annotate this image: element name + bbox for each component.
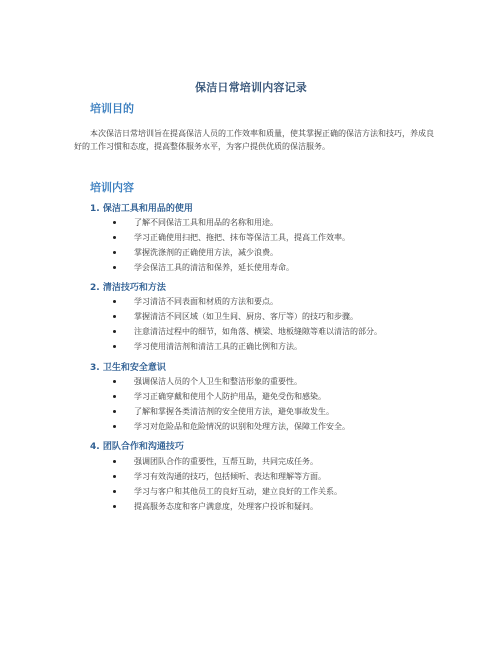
bullet-icon — [113, 460, 116, 463]
bullet-icon — [113, 266, 116, 269]
purpose-paragraph: 本次保洁日常培训旨在提高保洁人员的工作效率和质量，使其掌握正确的保洁方法和技巧，养成良好的工作习惯和态度，提高整体服务水平，为客户提供优质的保洁服务。 — [74, 129, 434, 152]
bullet-icon — [113, 410, 116, 413]
bullet-icon — [113, 236, 116, 239]
bullet-icon — [113, 425, 116, 428]
section-heading-tools: 1. 保洁工具和用品的使用 — [90, 204, 193, 214]
bullet-icon — [113, 251, 116, 254]
bullet-icon — [113, 505, 116, 508]
bullet-icon — [113, 330, 116, 333]
section-heading-techniques: 2. 清洁技巧和方法 — [90, 283, 166, 293]
bullet-icon — [113, 380, 116, 383]
bullet-icon — [113, 315, 116, 318]
section-heading-safety: 3. 卫生和安全意识 — [90, 363, 166, 373]
page-title: 保洁日常培训内容记录 — [195, 81, 307, 94]
heading-content: 培训内容 — [90, 181, 134, 194]
bullet-icon — [113, 490, 116, 493]
bullet-icon — [113, 300, 116, 303]
bullet-icon — [113, 475, 116, 478]
bullet-icon — [113, 221, 116, 224]
document-page: 保洁日常培训内容记录 培训目的 本次保洁日常培训旨在提高保洁人员的工作效率和质量，使其掌握正确的保洁方法和技巧，养成良好的工作习惯和态度，提高整体服务水平，为客户提供优质的保洁服务。 培训内容 1. 保洁工具和用品的使用 了解不同保洁工具和用品的名称和用途。 学习正确使用扫把、拖把、抹布等保洁工具，提高工作效率。 掌握洗涤剂的正确使用方法，减少浪费。 学会保洁工具的清洁和保养，延长使用寿命。 2. 清洁技巧和方法 学习清洁不同表面和材质的方法和要点。 掌握清洁不同区域（如卫生间、厨房、客厅等）的技巧和步骤。 注意清洁过程中的细节，如角落、横梁、地板缝隙等难以清洁的部分。 学习使用清洁剂和清洁工具的正确比例和方法。 3. 卫生和安全意识 强调保洁人员的个人卫生和整洁形象的重要性。 学习正确穿戴和使用个人防护用品，避免受伤和感染。 了解和掌握各类清洁剂的安全使用方法，避免事故发生。 学习对危险品和危险情况的识别和处理方法，保障工作安全。 4. 团队合作和沟通技巧 强调团队合作的重要性，互帮互助，共同完成任务。 学习有效沟通的技巧，包括倾听、表达和理解等方面。 学习与客户和其他员工的良好互动，建立良好的工作关系。 提高服务态度和客户满意度，处理客户投诉和疑问。 — [0, 0, 502, 649]
bullet-icon — [113, 395, 116, 398]
bullet-icon — [113, 345, 116, 348]
section-heading-teamwork: 4. 团队合作和沟通技巧 — [90, 442, 184, 452]
heading-purpose: 培训目的 — [90, 102, 134, 115]
